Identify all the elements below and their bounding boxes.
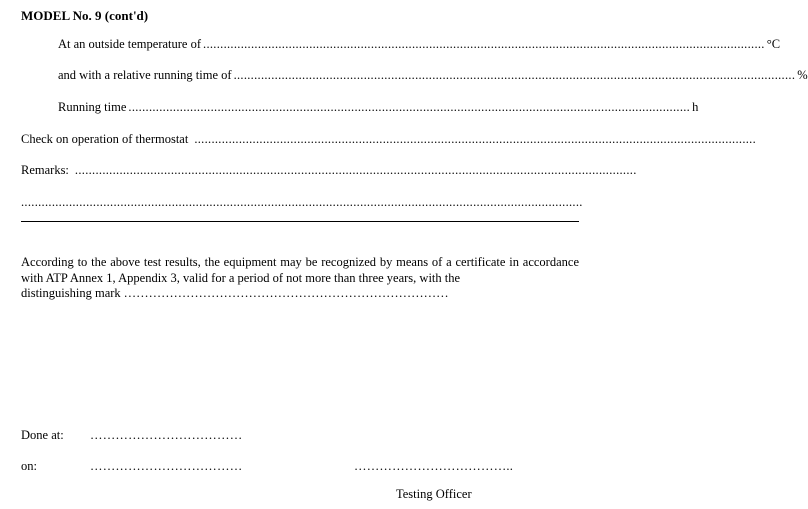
outside-temperature-row <box>58 37 781 52</box>
distinguishing-mark-row <box>21 286 579 302</box>
testing-officer-label: Testing Officer <box>396 487 472 501</box>
thermostat-check-field[interactable]: .................................................................................................................................................................... <box>194 132 757 146</box>
remarks-field[interactable]: .................................................................................................................................................................... <box>74 163 637 177</box>
on-date-field[interactable]: ……………………………… <box>90 459 243 473</box>
relative-running-time-label: and with a relative running time of <box>58 68 232 82</box>
running-time-row <box>58 100 699 115</box>
certificate-text: According to the above test results, the equipment may be recognized by means of a certificate in accordance with ATP Annex 1, Appendix 3, valid for a period of not more than three years, with the <box>21 255 579 285</box>
running-time-field[interactable]: .................................................................................................................................................................... <box>128 100 691 114</box>
thermostat-check-label: Check on operation of thermostat <box>21 132 189 146</box>
hours-unit: h <box>692 100 699 114</box>
remarks-continuation-field[interactable]: .................................................................................................................................................................... <box>21 195 583 209</box>
distinguishing-mark-field[interactable]: …………………………………………………………………… <box>123 286 449 300</box>
percent-unit: % <box>797 68 808 82</box>
form-title: MODEL No. 9 (cont'd) <box>21 8 149 23</box>
remarks-continuation-row <box>21 195 583 210</box>
done-at-label: Done at: <box>21 428 64 442</box>
outside-temperature-field[interactable]: .................................................................................................................................................................... <box>203 37 765 51</box>
outside-temperature-label: At an outside temperature of <box>58 37 202 51</box>
celsius-unit: °C <box>766 37 781 51</box>
section-divider <box>21 221 579 222</box>
officer-signature-field[interactable]: ……………………………….. <box>354 459 514 473</box>
relative-running-time-row <box>58 68 808 83</box>
distinguishing-mark-label: distinguishing mark <box>21 286 121 300</box>
remarks-row <box>21 163 637 178</box>
done-at-field[interactable]: ……………………………… <box>90 428 243 442</box>
thermostat-check-row <box>21 132 757 147</box>
relative-running-time-field[interactable]: .................................................................................................................................................................... <box>233 68 796 82</box>
running-time-label: Running time <box>58 100 127 114</box>
on-label: on: <box>21 459 37 473</box>
remarks-label: Remarks: <box>21 163 69 177</box>
certificate-paragraph <box>21 255 579 302</box>
